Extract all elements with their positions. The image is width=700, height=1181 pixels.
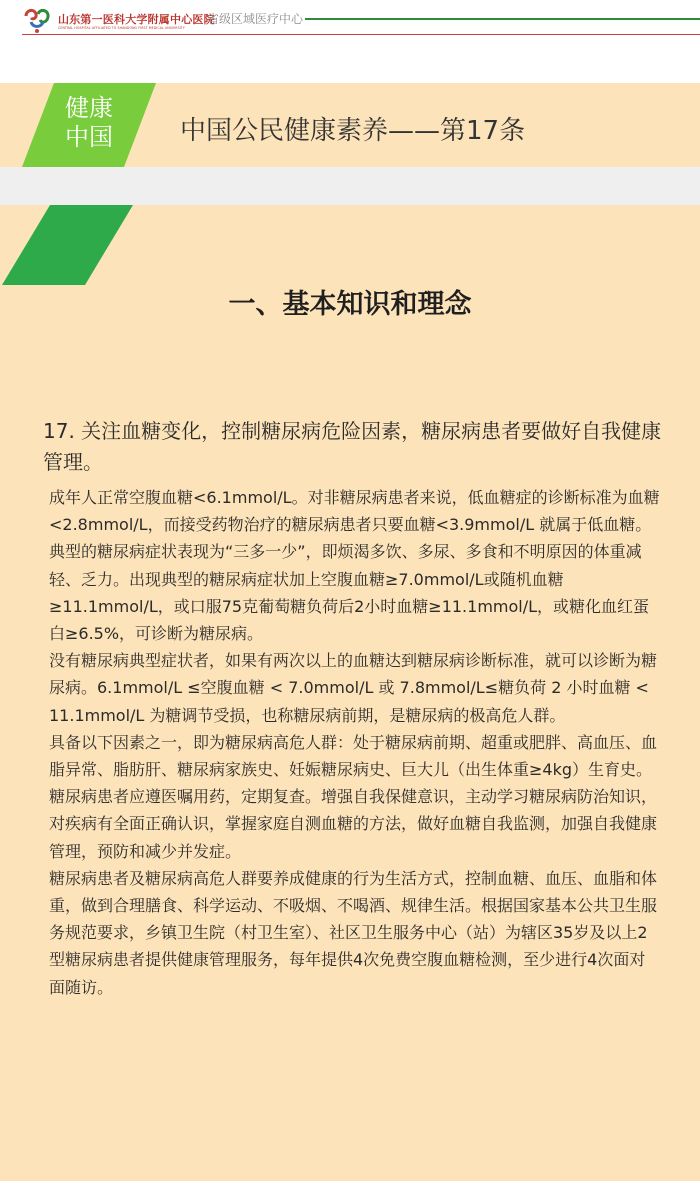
- paragraph: 成年人正常空腹血糖<6.1mmol/L。对非糖尿病患者来说，低血糖症的诊断标准为血糖<2.8mmol/L，而接受药物治疗的糖尿病患者只要血糖<3.9mmol/L 就属于低血糖。典型的糖尿病症状表现为“三多一少”，即烦渴多饮、多尿、多食和不明原因的体重减轻、乏力。出现典型的糖尿病症状加上空腹血糖≥7.0mmol/L或随机血糖≥11.1mmol/L，或口服75克葡萄糖负荷后2小时血糖≥11.1mmol/L，或糖化血红蛋白≥6.5%，可诊断为糖尿病。: [49, 488, 660, 644]
- header-divider-red: [22, 34, 700, 35]
- article-lead: 17. 关注血糖变化，控制糖尿病危险因素，糖尿病患者要做好自我健康管理。: [43, 419, 662, 474]
- header-divider-green: [305, 18, 700, 20]
- grey-divider-band: [0, 167, 700, 205]
- header-bar: [0, 0, 700, 83]
- tag-line-1: 健康: [65, 94, 113, 122]
- hospital-logo-icon: [22, 6, 52, 34]
- article-body: [49, 484, 661, 1001]
- paragraph: 糖尿病患者及糖尿病高危人群要养成健康的行为生活方式，控制血糖、血压、血脂和体重，做到合理膳食、科学运动、不吸烟、不喝酒、规律生活。根据国家基本公共卫生服务规范要求，乡镇卫生院（村卫生室）、社区卫生服务中心（站）为辖区35岁及以上2型糖尿病患者提供健康管理服务，每年提供4次免费空腹血糖检测，至少进行4次面对面随访。: [49, 868, 658, 997]
- page-title: 中国公民健康素养——第17条: [180, 116, 526, 146]
- tag-line-2: 中国: [65, 123, 113, 151]
- hospital-name: 山东第一医科大学附属中心医院: [58, 13, 215, 26]
- decorative-slash: [0, 205, 140, 285]
- category-tag: [63, 94, 115, 152]
- hospital-name-english: CENTRAL HOSPITAL AFFILIATED TO SHANDONG FIRST MEDICAL UNIVERSITY: [58, 26, 185, 30]
- section-heading: 一、基本知识和理念: [228, 289, 472, 320]
- region-label: 省级区域医疗中心: [207, 12, 304, 26]
- paragraph: 具备以下因素之一，即为糖尿病高危人群：处于糖尿病前期、超重或肥胖、高血压、血脂异常、脂肪肝、糖尿病家族史、妊娠糖尿病史、巨大儿（出生体重≥4kg）生育史。糖尿病患者应遵医嘱用药，定期复查。增强自我保健意识，主动学习糖尿病防治知识，对疾病有全面正确认识，掌握家庭自测血糖的方法，做好血糖自我监测，加强自我健康管理，预防和减少并发症。: [49, 732, 658, 861]
- paragraph: 没有糖尿病典型症状者，如果有两次以上的血糖达到糖尿病诊断标准，就可以诊断为糖尿病。6.1mmol/L ≤空腹血糖 < 7.0mmol/L 或 7.8mmol/L≤糖负荷 2 小时血糖 < 11.1mmol/L 为糖调节受损，也称糖尿病前期，是糖尿病的极高危人群。: [49, 651, 658, 725]
